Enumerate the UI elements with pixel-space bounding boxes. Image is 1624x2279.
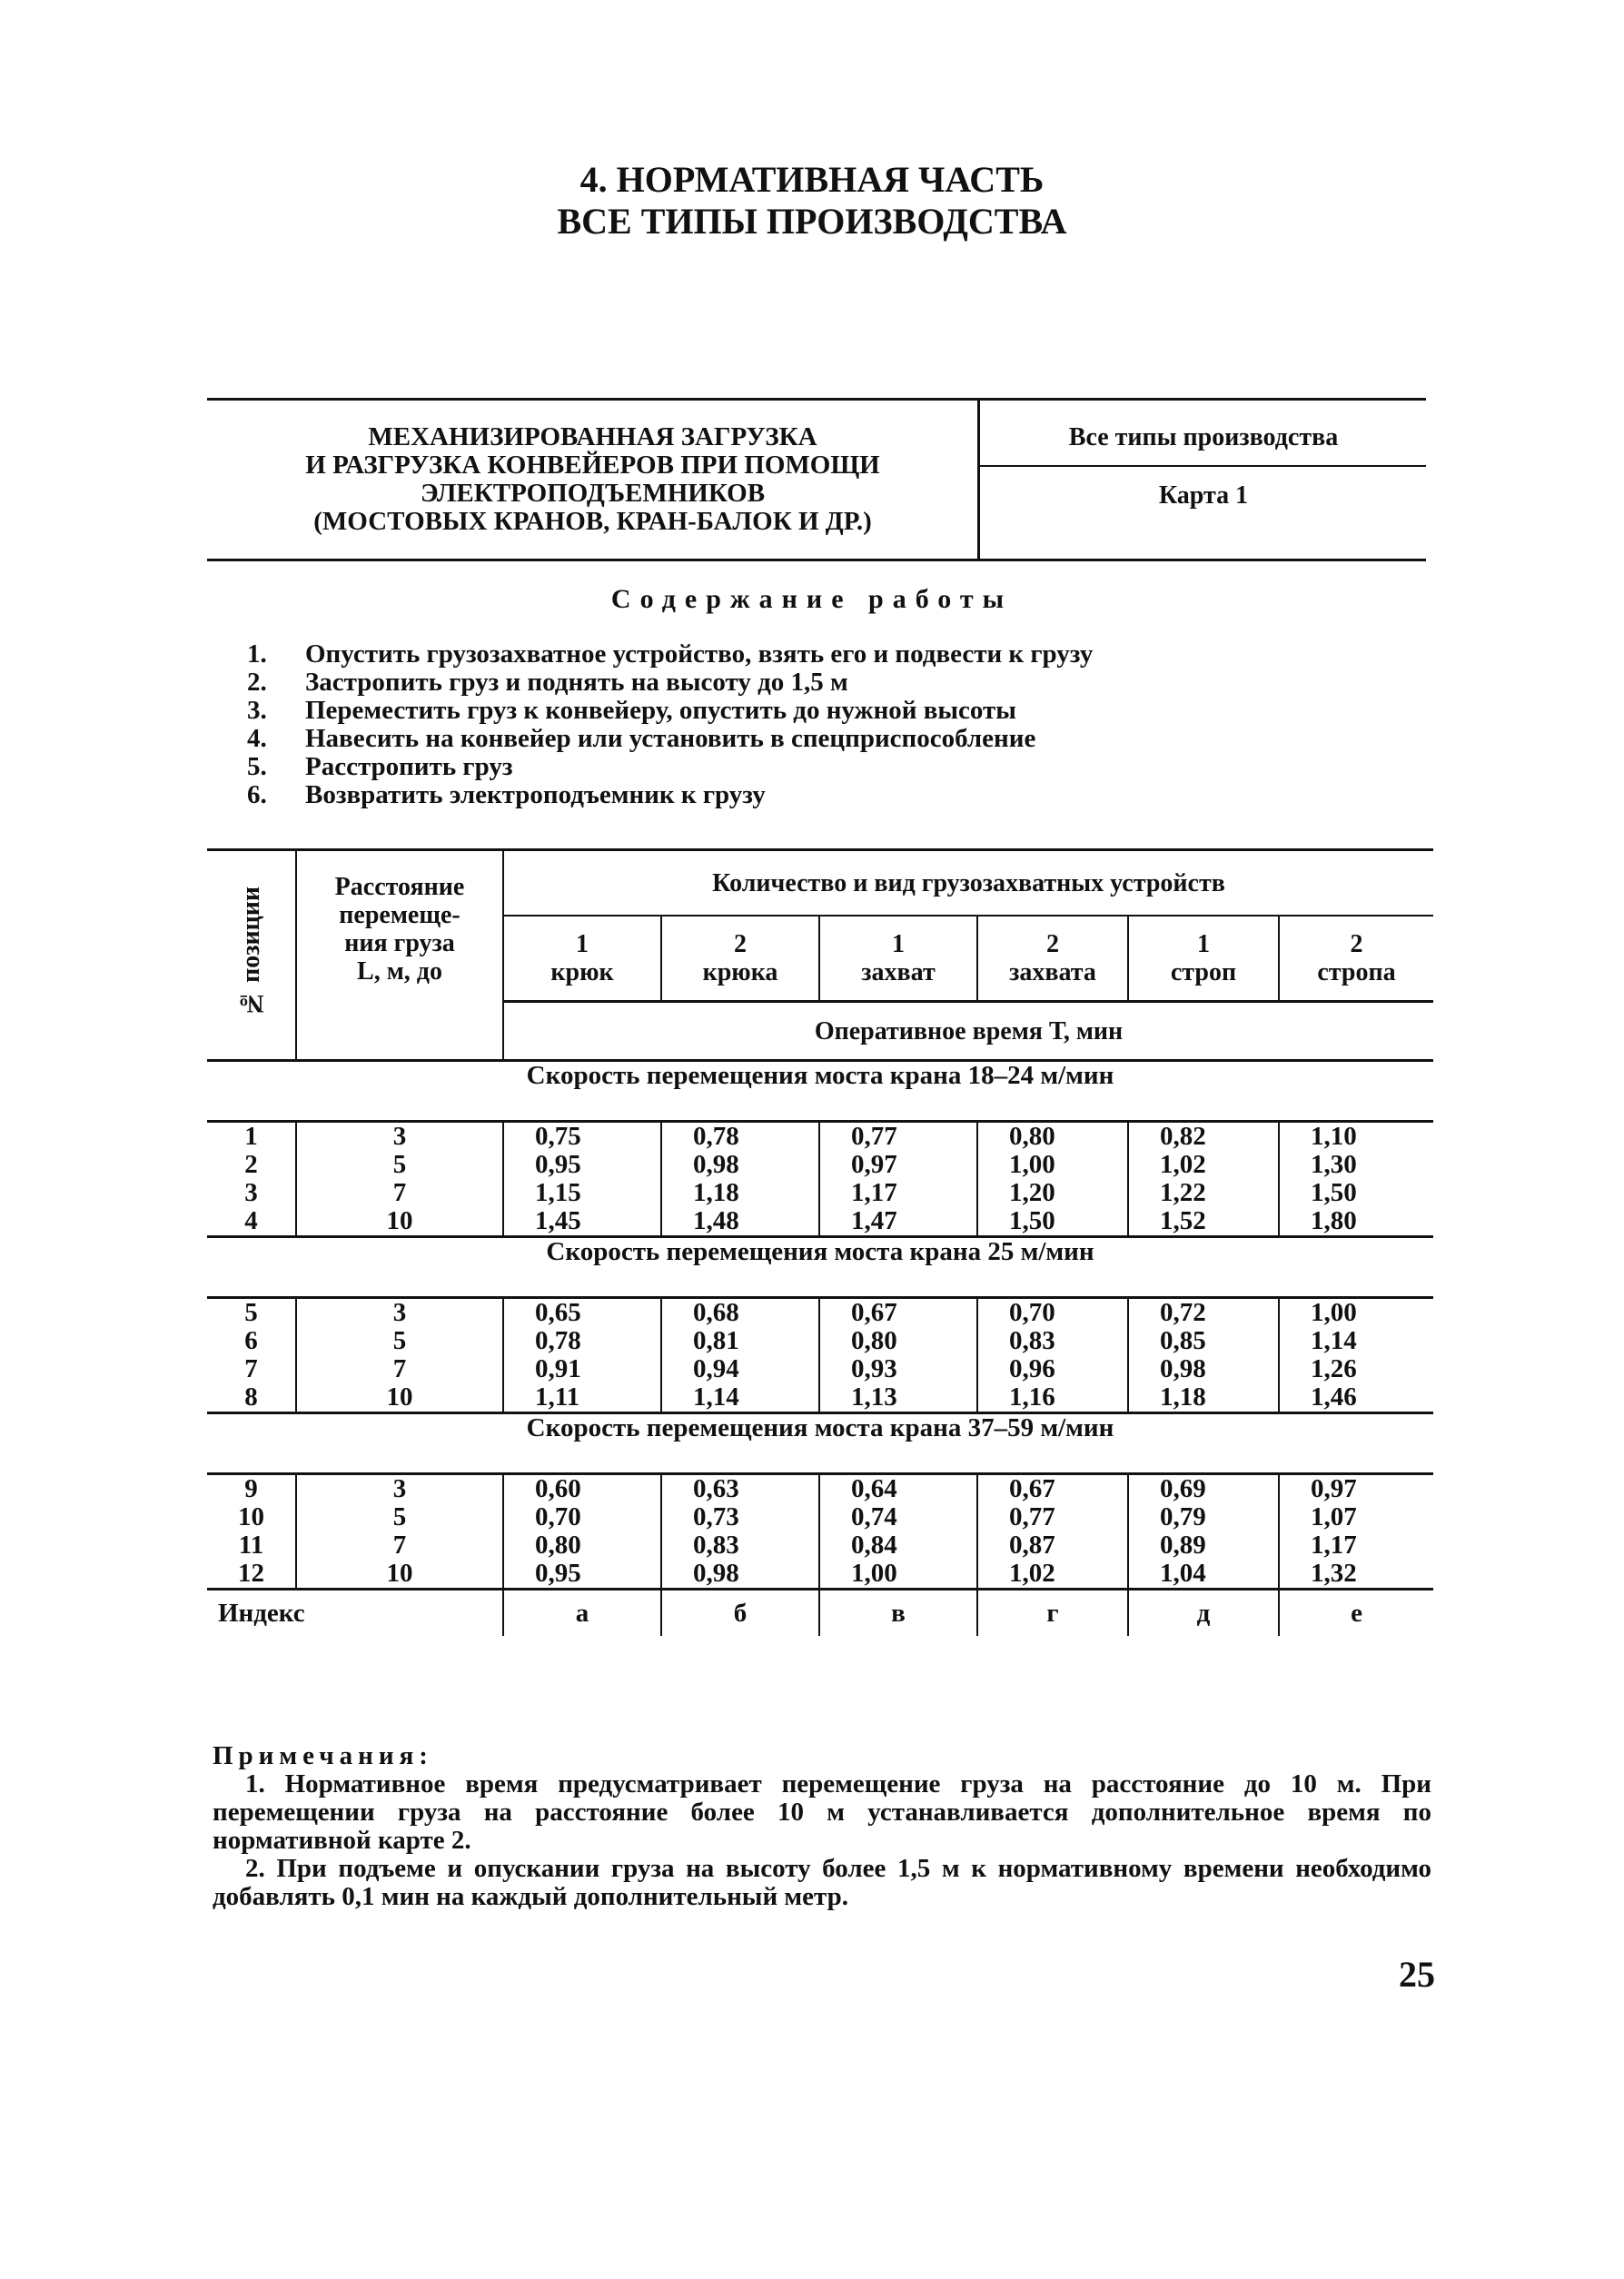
time-cell — [661, 1122, 819, 1237]
work-heading: Содержание работы — [610, 584, 1014, 614]
time-value: 0,80 — [535, 1531, 581, 1560]
time-value: 0,97 — [851, 1150, 897, 1179]
position-header-label: № позиции — [237, 887, 265, 1017]
card-right-divider — [979, 465, 1426, 467]
time-value: 0,69 — [1160, 1474, 1206, 1503]
time-value: 1,00 — [1311, 1298, 1357, 1327]
time-header: Оперативное время Т, мин — [503, 1002, 1433, 1061]
time-value: 1,48 — [693, 1206, 739, 1235]
production-type: Все типы производства — [1068, 423, 1339, 451]
distance-value: 5 — [392, 1326, 407, 1355]
card-number: Карта 1 — [1158, 481, 1249, 510]
norm-table-grid — [207, 848, 1433, 1636]
distance-value: 3 — [392, 1298, 407, 1327]
time-value: 0,73 — [693, 1502, 739, 1531]
device-header-cell — [503, 916, 661, 1002]
index-letter: е — [1279, 1590, 1433, 1637]
time-value: 0,74 — [851, 1502, 897, 1531]
time-value: 1,14 — [1311, 1326, 1357, 1355]
device-name: захвата — [1009, 958, 1096, 986]
time-value: 0,93 — [851, 1354, 897, 1383]
position-header — [207, 850, 296, 1061]
index-letter: г — [977, 1590, 1128, 1637]
position-cell — [207, 1474, 296, 1590]
speed-row — [207, 1061, 1433, 1122]
card-top-rule — [207, 398, 1426, 401]
page-number: 25 — [1399, 1954, 1435, 1995]
device-header-cell — [977, 916, 1128, 1002]
time-value: 0,83 — [693, 1531, 739, 1560]
time-value: 0,70 — [535, 1502, 581, 1531]
index-letter: а — [503, 1590, 661, 1637]
time-cell — [1128, 1474, 1279, 1590]
time-value: 0,91 — [535, 1354, 581, 1383]
time-value: 1,52 — [1160, 1206, 1206, 1235]
table-row — [207, 1122, 1433, 1237]
table-header-row — [207, 850, 1433, 917]
device-count: 1 — [892, 930, 905, 958]
time-value: 0,84 — [851, 1531, 897, 1560]
time-value: 1,32 — [1311, 1559, 1357, 1588]
work-step — [247, 725, 1428, 753]
device-name: стропа — [1317, 958, 1396, 986]
time-cell — [1128, 1122, 1279, 1237]
time-value: 0,65 — [535, 1298, 581, 1327]
device-name: строп — [1170, 958, 1237, 986]
time-value: 1,50 — [1009, 1206, 1055, 1235]
time-cell — [1128, 1298, 1279, 1413]
index-row — [207, 1590, 1433, 1637]
time-value: 0,78 — [693, 1122, 739, 1151]
index-letter: д — [1128, 1590, 1279, 1637]
time-cell — [1279, 1122, 1433, 1237]
position-value: 11 — [238, 1531, 264, 1560]
work-step — [247, 669, 1428, 697]
time-value: 0,98 — [693, 1150, 739, 1179]
table-row — [207, 1298, 1433, 1413]
time-cell — [503, 1122, 661, 1237]
time-value: 0,83 — [1009, 1326, 1055, 1355]
time-cell — [819, 1298, 977, 1413]
time-value: 1,17 — [851, 1178, 897, 1207]
card-divider — [977, 398, 980, 561]
time-value: 0,78 — [535, 1326, 581, 1355]
distance-cell — [296, 1298, 503, 1413]
time-cell — [819, 1122, 977, 1237]
time-value: 0,60 — [535, 1474, 581, 1503]
time-value: 0,72 — [1160, 1298, 1206, 1327]
position-value: 7 — [244, 1354, 258, 1383]
notes — [213, 1742, 1431, 1911]
work-step-number: 2. — [247, 668, 267, 697]
card-bottom-rule — [207, 559, 1426, 561]
work-step-text: Переместить груз к конвейеру, опустить до нужной высоты — [305, 696, 1016, 725]
time-value: 1,26 — [1311, 1354, 1357, 1383]
section-heading-line1: 4. НОРМАТИВНАЯ ЧАСТЬ — [579, 159, 1045, 200]
table-row — [207, 1474, 1433, 1590]
time-value: 0,98 — [693, 1559, 739, 1588]
work-step-text: Застропить груз и поднять на высоту до 1,5 м — [305, 668, 848, 697]
work-steps-list — [247, 640, 1428, 809]
time-value: 1,18 — [1160, 1382, 1206, 1412]
time-value: 1,46 — [1311, 1382, 1357, 1412]
time-value: 0,81 — [693, 1326, 739, 1355]
distance-value: 7 — [392, 1354, 407, 1383]
speed-row — [207, 1237, 1433, 1298]
device-count: 2 — [1046, 930, 1059, 958]
time-cell — [977, 1474, 1128, 1590]
device-header-cell — [1279, 916, 1433, 1002]
time-value: 0,75 — [535, 1122, 581, 1151]
device-count: 2 — [734, 930, 747, 958]
position-value: 4 — [244, 1206, 258, 1235]
position-cell — [207, 1298, 296, 1413]
distance-value: 10 — [386, 1559, 413, 1588]
time-value: 0,82 — [1160, 1122, 1206, 1151]
card-title-line: И РАЗГРУЗКА КОНВЕЙЕРОВ ПРИ ПОМОЩИ — [305, 451, 880, 480]
card-title — [209, 423, 976, 536]
note-item: 2. При подъеме и опускании груза на высоту более 1,5 м к нормативному времени необходимо добавлять 0,1 мин на каждый дополнительный метр. — [213, 1854, 1431, 1911]
position-value: 6 — [244, 1326, 258, 1355]
position-value: 3 — [244, 1178, 258, 1207]
time-value: 0,77 — [1009, 1502, 1055, 1531]
work-step — [247, 640, 1428, 669]
distance-header-line: ния груза — [344, 929, 455, 957]
distance-header-line: L, м, до — [357, 957, 442, 986]
distance-cell — [296, 1122, 503, 1237]
time-value: 1,13 — [851, 1382, 897, 1412]
devices-header: Количество и вид грузозахватных устройств — [503, 850, 1433, 917]
device-name: крюка — [702, 958, 778, 986]
time-value: 0,63 — [693, 1474, 739, 1503]
device-header-cell — [661, 916, 819, 1002]
work-step-number: 4. — [247, 724, 267, 753]
time-value: 1,45 — [535, 1206, 581, 1235]
note-item: 1. Нормативное время предусматривает перемещение груза на расстояние до 10 м. При перемещении груза на расстояние более 10 м устанавливается дополнительное время по нормативной карте 2. — [213, 1769, 1431, 1855]
distance-header-line: Расстояние — [334, 873, 465, 901]
time-value: 0,94 — [693, 1354, 739, 1383]
time-value: 0,70 — [1009, 1298, 1055, 1327]
work-step-text: Возвратить электроподъемник к грузу — [305, 780, 766, 809]
device-name: захват — [861, 958, 936, 986]
time-value: 1,20 — [1009, 1178, 1055, 1207]
time-value: 1,10 — [1311, 1122, 1357, 1151]
distance-header — [296, 850, 503, 1061]
time-cell — [661, 1474, 819, 1590]
time-cell — [1279, 1298, 1433, 1413]
time-value: 1,14 — [693, 1382, 739, 1412]
work-step-number: 1. — [247, 639, 267, 669]
time-value: 0,67 — [851, 1298, 897, 1327]
distance-header-line: перемеще- — [339, 901, 460, 929]
work-step-number: 3. — [247, 696, 267, 725]
work-step-text: Опустить грузозахватное устройство, взять его и подвести к грузу — [305, 639, 1094, 669]
speed-label: Скорость перемещения моста крана 25 м/мин — [207, 1237, 1433, 1298]
speed-label: Скорость перемещения моста крана 37–59 м/мин — [207, 1413, 1433, 1474]
time-value: 1,15 — [535, 1178, 581, 1207]
index-letter: б — [661, 1590, 819, 1637]
notes-heading: Примечания: — [213, 1741, 433, 1770]
card-title-line: ЭЛЕКТРОПОДЪЕМНИКОВ — [420, 479, 766, 508]
index-letter: в — [819, 1590, 977, 1637]
distance-value: 5 — [392, 1150, 407, 1179]
time-value: 1,00 — [851, 1559, 897, 1588]
time-value: 1,07 — [1311, 1502, 1357, 1531]
position-value: 1 — [244, 1122, 258, 1151]
section-heading — [0, 159, 1624, 243]
time-value: 1,50 — [1311, 1178, 1357, 1207]
distance-value: 10 — [386, 1382, 413, 1412]
section-heading-line2: ВСЕ ТИПЫ ПРОИЗВОДСТВА — [557, 201, 1067, 242]
time-value: 1,02 — [1009, 1559, 1055, 1588]
distance-value: 5 — [392, 1502, 407, 1531]
distance-value: 3 — [392, 1474, 407, 1503]
position-value: 2 — [244, 1150, 258, 1179]
time-cell — [819, 1474, 977, 1590]
time-cell — [977, 1122, 1128, 1237]
time-cell — [1279, 1474, 1433, 1590]
index-label: Индекс — [218, 1599, 305, 1628]
distance-value: 7 — [392, 1178, 407, 1207]
time-value: 1,00 — [1009, 1150, 1055, 1179]
time-value: 1,80 — [1311, 1206, 1357, 1235]
device-header-cell — [819, 916, 977, 1002]
time-value: 1,17 — [1311, 1531, 1357, 1560]
time-value: 0,80 — [1009, 1122, 1055, 1151]
position-value: 8 — [244, 1382, 258, 1412]
time-cell — [503, 1298, 661, 1413]
time-value: 0,97 — [1311, 1474, 1357, 1503]
device-name: крюк — [550, 958, 614, 986]
time-value: 0,80 — [851, 1326, 897, 1355]
time-cell — [977, 1298, 1128, 1413]
time-value: 1,02 — [1160, 1150, 1206, 1179]
distance-value: 10 — [386, 1206, 413, 1235]
time-value: 0,96 — [1009, 1354, 1055, 1383]
work-step-number: 5. — [247, 752, 267, 781]
device-count: 1 — [1197, 930, 1210, 958]
position-value: 12 — [238, 1559, 264, 1588]
distance-cell — [296, 1474, 503, 1590]
work-step-number: 6. — [247, 780, 267, 809]
distance-value: 7 — [392, 1531, 407, 1560]
time-value: 1,30 — [1311, 1150, 1357, 1179]
time-value: 0,85 — [1160, 1326, 1206, 1355]
time-value: 1,16 — [1009, 1382, 1055, 1412]
time-value: 0,64 — [851, 1474, 897, 1503]
time-value: 0,68 — [693, 1298, 739, 1327]
position-cell — [207, 1122, 296, 1237]
device-header-cell — [1128, 916, 1279, 1002]
work-step — [247, 697, 1428, 725]
device-count: 1 — [576, 930, 589, 958]
time-value: 0,77 — [851, 1122, 897, 1151]
time-value: 1,18 — [693, 1178, 739, 1207]
time-value: 0,98 — [1160, 1354, 1206, 1383]
speed-label: Скорость перемещения моста крана 18–24 м/мин — [207, 1061, 1433, 1122]
card-title-line: (МОСТОВЫХ КРАНОВ, КРАН-БАЛОК И ДР.) — [313, 507, 872, 536]
time-value: 0,95 — [535, 1559, 581, 1588]
time-cell — [661, 1298, 819, 1413]
device-count: 2 — [1350, 930, 1363, 958]
work-step — [247, 753, 1428, 781]
position-value: 10 — [238, 1502, 264, 1531]
time-value: 1,04 — [1160, 1559, 1206, 1588]
card-title-line: МЕХАНИЗИРОВАННАЯ ЗАГРУЗКА — [368, 422, 817, 451]
work-step-text: Навесить на конвейер или установить в спецприспособление — [305, 724, 1036, 753]
time-value: 1,47 — [851, 1206, 897, 1235]
work-step — [247, 781, 1428, 809]
norm-table — [207, 848, 1433, 1636]
time-value: 1,22 — [1160, 1178, 1206, 1207]
time-value: 0,89 — [1160, 1531, 1206, 1560]
time-value: 0,87 — [1009, 1531, 1055, 1560]
time-value: 1,11 — [535, 1382, 580, 1412]
position-value: 9 — [244, 1474, 258, 1503]
work-step-text: Расстропить груз — [305, 752, 513, 781]
speed-row — [207, 1413, 1433, 1474]
time-value: 0,95 — [535, 1150, 581, 1179]
time-cell — [503, 1474, 661, 1590]
distance-value: 3 — [392, 1122, 407, 1151]
position-value: 5 — [244, 1298, 258, 1327]
time-value: 0,79 — [1160, 1502, 1206, 1531]
time-value: 0,67 — [1009, 1474, 1055, 1503]
